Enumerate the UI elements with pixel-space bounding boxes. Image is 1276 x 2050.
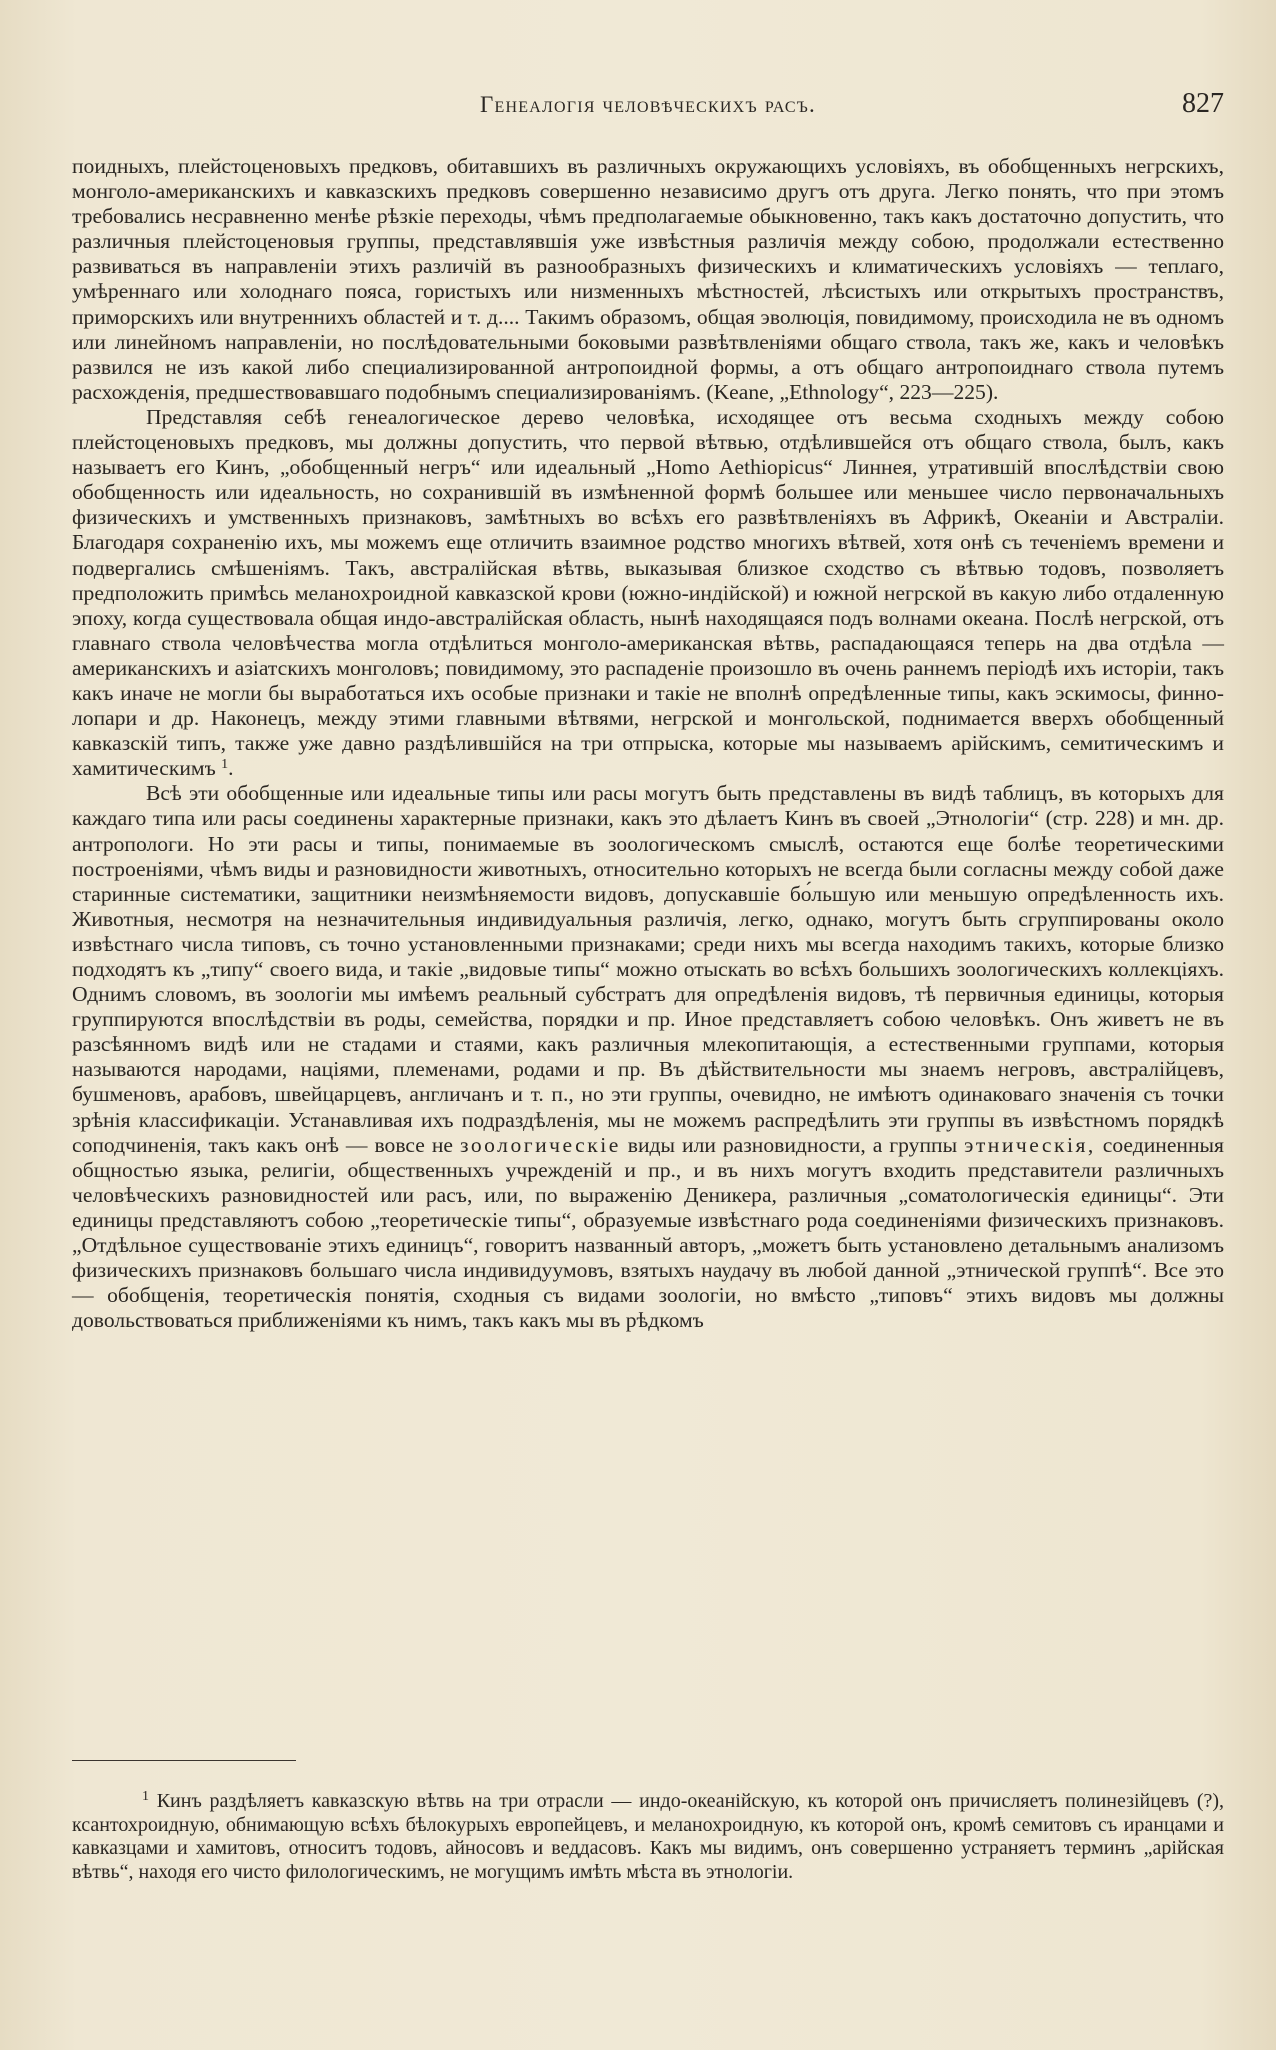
paragraph-2-text: Представляя себѣ генеалогическое дерево человѣка, исходящее отъ весьма сходныхъ между собою плейстоценовыхъ предковъ, мы должны допустить, что первой вѣтвью, отдѣлившейся отъ общаго ствола, былъ, какъ называетъ его Кинъ, „обобщенный негръ“ или идеальный „Homo Aethiopicus“ Линнея, утратившій впослѣдствіи свою обобщенность или идеальность, но сохранившій въ измѣненной формѣ большее или меньшее число первоначальныхъ физическихъ и умственныхъ признаковъ, замѣтныхъ во всѣхъ его развѣтвленіяхъ въ Африкѣ, Океаніи и Австраліи. Благодаря сохраненію ихъ, мы можемъ еще отличить взаимное родство многихъ вѣтвей, хотя онѣ съ теченіемъ времени и подвергались смѣшеніямъ. Такъ, австралійская вѣтвь, выказывая близкое сходство съ вѣтвью тодовъ, позволяетъ предположить примѣсь меланохроидной кавказской крови (южно-индійской) и южной негрской въ какую либо отдаленную эпоху, когда существовала общая индо-австралійская область, нынѣ находящаяся подъ волнами океана. Послѣ негрской, отъ главнаго ствола человѣчества могла отдѣлиться монголо-американская вѣтвь, распадающаяся теперь на два отдѣла — американскихъ и азіатскихъ монголовъ; повидимому, это распаденіе произошло въ очень раннемъ періодѣ ихъ исторіи, такъ какъ иначе не могли бы выработаться ихъ особые признаки и такіе не вполнѣ опредѣленные типы, какъ эскимосы, финно-лопари и др. Наконецъ, между этими главными вѣтвями, негрской и монгольской, поднимается вверхъ обобщенный кавказскій типъ, также уже давно раздѣлившійся на три отпрыска, которые мы называемъ арійскимъ, семитическимъ и хамитическимъ	[72, 404, 1224, 781]
paragraph-3-text-b: виды или разновидности, а группы	[627, 1132, 958, 1157]
paragraph-3-text-a: Всѣ эти обобщенные или идеальные типы или расы могутъ быть представлены въ видѣ таблицъ, въ которыхъ для каждаго типа или расы соединены характерные признаки, какъ это дѣлаетъ Кинъ въ своей „Этнологіи“ (стр. 228) и мн. др. антропологи. Но эти расы и типы, понимаемые въ зоологическомъ смыслѣ, остаются еще болѣе теоретическими построеніями, чѣмъ виды и разновидности животныхъ, относительно которыхъ не всегда были согласны между собой даже старинные систематики, защитники неизмѣняемости видовъ, допускавшіе бо́льшую или меньшую опредѣленность ихъ. Животныя, несмотря на незначительныя индивидуальныя различія, легко, однако, могутъ быть сгруппированы около извѣстнаго числа типовъ, съ точно установленными признаками; среди нихъ мы всегда находимъ такихъ, которые близко подходятъ къ „типу“ своего вида, и такіе „видовые типы“ можно отыскать во всѣхъ большихъ зоологическихъ коллекціяхъ. Однимъ словомъ, въ зоологіи мы имѣемъ реальный субстратъ для опредѣленія видовъ, тѣ первичныя единицы, которыя группируются впослѣдствіи въ роды, семейства, порядки и пр. Иное представляетъ собою человѣкъ. Онъ живетъ не въ разсѣянномъ видѣ или не стадами и стаями, какъ различныя млекопитающія, а естественными группами, которыя называются народами, націями, племенами, родами и пр. Въ дѣйствительности мы знаемъ негровъ, австралійцевъ, бушменовъ, арабовъ, швейцарцевъ, англичанъ и т. п., но эти группы, очевидно, не имѣютъ одинаковаго значенія съ точки зрѣнія классификаціи. Устанавливая ихъ подраздѣленія, мы не можемъ распредѣлить эти группы въ извѣстномъ порядкѣ соподчиненія, такъ какъ онѣ — вовсе не	[72, 781, 1224, 1157]
paragraph-3-text-c: соединенныя общностью языка, религіи, общественныхъ учрежденій и пр., и въ нихъ могутъ входить представители различныхъ человѣческихъ разновидностей или расъ, или, по выраженію Деникера, различныя „соматологическія единицы“. Эти единицы представляютъ собою „теоретическіе типы“, образуемые извѣстнаго рода соединеніями физическихъ признаковъ. „Отдѣльное существованіе этихъ единицъ“, говоритъ названный авторъ, „можетъ быть установлено детальнымъ анализомъ физическихъ признаковъ большаго числа индивидуумовъ, взятыхъ наудачу въ любой данной „этнической группѣ“. Все это — обобщенія, теоретическія понятія, сходныя съ видами зоологіи, но вмѣсто „типовъ“ этихъ видовъ мы должны довольствоваться приближеніями къ нимъ, такъ какъ мы въ рѣдкомъ	[72, 1132, 1224, 1333]
footnote-divider	[72, 1760, 296, 1761]
footnote-paragraph	[72, 1790, 1224, 1884]
paragraph-genealogical-tree: Представляя себѣ генеалогическое дерево человѣка, исходящее отъ весьма сходныхъ между собою плейстоценовыхъ предковъ, мы должны допустить, что первой вѣтвью, отдѣлившейся отъ общаго ствола, былъ, какъ называетъ его Кинъ, „обобщенный негръ“ или идеальный „Homo Aethiopicus“ Линнея, утратившій впослѣдствіи свою обобщенность или идеальность, но сохранившій въ измѣненной формѣ большее или меньшее число первоначальныхъ физическихъ и умственныхъ признаковъ, замѣтныхъ во всѣхъ его развѣтвленіяхъ въ Африкѣ, Океаніи и Австраліи. Благодаря сохраненію ихъ, мы можемъ еще отличить взаимное родство многихъ вѣтвей, хотя онѣ съ теченіемъ времени и подвергались смѣшеніямъ. Такъ, австралійская вѣтвь, выказывая близкое сходство съ вѣтвью тодовъ, позволяетъ предположить примѣсь меланохроидной кавказской крови (южно-индійской) и южной негрской въ какую либо отдаленную эпоху, когда существовала общая индо-австралійская область, нынѣ находящаяся подъ волнами океана. Послѣ негрской, отъ главнаго ствола человѣчества могла отдѣлиться монголо-американская вѣтвь, распадающаяся теперь на два отдѣла — американскихъ и азіатскихъ монголовъ; повидимому, это распаденіе произошло въ очень раннемъ періодѣ ихъ исторіи, такъ какъ иначе не могли бы выработаться ихъ особые признаки и такіе не вполнѣ опредѣленные типы, какъ эскимосы, финно-лопари и др. Наконецъ, между этими главными вѣтвями, негрской и монгольской, поднимается вверхъ обобщенный кавказскій типъ, также уже давно раздѣлившійся на три отпрыска, которые мы называемъ арійскимъ, семитическимъ и хамитическимъ $^1$.	[72, 404, 1224, 781]
spaced-emphasis-zoological: зоологическіе	[459, 1132, 621, 1157]
running-title: Генеалогія человѣческихъ расъ.	[480, 92, 816, 117]
paragraph-continuation	[72, 154, 1224, 405]
paragraph-generalized-types	[72, 781, 1224, 1333]
running-head	[72, 88, 1224, 132]
footnote-reference: 1	[221, 757, 229, 773]
page-number: 827	[1182, 88, 1224, 119]
main-text	[72, 154, 1224, 1333]
footnote-mark: 1	[142, 1789, 149, 1804]
spaced-emphasis-ethnic: этническія,	[964, 1132, 1096, 1157]
paragraph-1-text: поидныхъ, плейстоценовыхъ предковъ, обитавшихъ въ различныхъ окружающихъ условіяхъ, въ обобщенныхъ негрскихъ, монголо-американскихъ и кавказскихъ предковъ совершенно независимо другъ отъ друга. Легко понять, что при этомъ требовались несравненно менѣе рѣзкіе переходы, чѣмъ предполагаемые обыкновенно, такъ какъ достаточно допустить, что различныя плейстоценовыя группы, представлявшія уже извѣстныя различія между собою, продолжали естественно развиваться въ направленіи этихъ различій въ разнообразныхъ физическихъ и климатическихъ условіяхъ — теплаго, умѣреннаго или холоднаго пояса, гористыхъ или низменныхъ мѣстностей, лѣсистыхъ или открытыхъ пространствъ, приморскихъ или внутреннихъ областей и т. д.... Такимъ образомъ, общая эволюція, повидимому, происходила не въ одномъ или линейномъ направленіи, но послѣдовательными боковыми развѣтвленіями общаго ствола, такъ же, какъ и человѣкъ развился не изъ какой либо специализированной антропоидной формы, а отъ общаго антропоиднаго ствола путемъ расхожденія, предшествовавшаго подобнымъ специализированіямъ. (Keane, „Ethnology“, 223—225).	[72, 154, 1224, 404]
footnote-text: Кинъ раздѣляетъ кавказскую вѣтвь на три отрасли — индо-океанійскую, къ которой онъ причисляетъ полинезійцевъ (?), ксантохроидную, обнимающую всѣхъ бѣлокурыхъ европейцевъ, и меланохроидную, къ которой онъ, кромѣ семитовъ съ иранцами и кавказцами и хамитовъ, относитъ тодовъ, айносовъ и веддасовъ. Какъ мы видимъ, онъ совершенно устраняетъ терминъ „арійская вѣтвь“, находя его чисто филологическимъ, не могущимъ имѣть мѣста въ этнологіи.	[72, 1790, 1225, 1883]
footnote	[72, 1790, 1224, 1884]
